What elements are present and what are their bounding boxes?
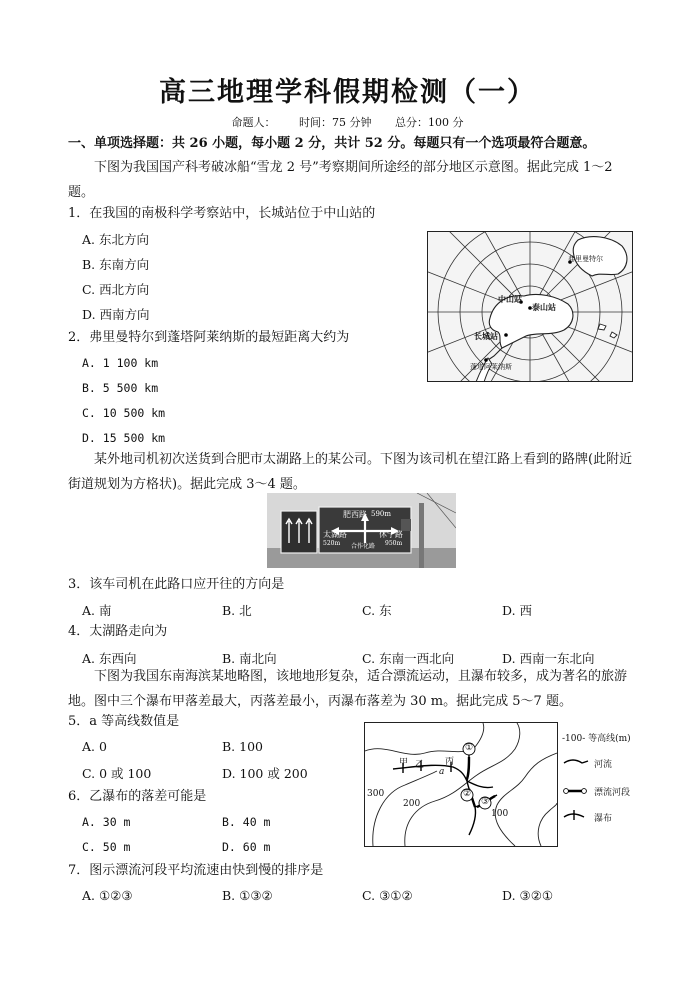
q6-stem: 6．乙瀑布的落差可能是	[68, 789, 207, 804]
q3-option-b: B. 北	[222, 603, 252, 618]
q4-option-d: D. 西南一东北向	[502, 651, 595, 666]
label-punta-arenas: 蓬塔阿莱纳斯	[470, 363, 512, 371]
contour-200: 200	[403, 799, 421, 809]
q3-option-d: D. 西	[502, 603, 533, 618]
q1-option-d: D. 西南方向	[82, 307, 150, 322]
legend-rafting: 漂流河段	[594, 788, 631, 798]
q5-option-a: A. 0	[82, 739, 107, 754]
q5-option-b: B. 100	[222, 739, 263, 754]
q6-option-a: A. 30 m	[82, 815, 131, 829]
label-jia: 甲	[399, 758, 409, 768]
q1-option-b: B. 东南方向	[82, 257, 150, 272]
q7-stem: 7．图示漂流河段平均流速由快到慢的排序是	[68, 863, 324, 878]
intro-3: 下图为我国东南海滨某地略图，该地地形复杂，适合漂流运动，且瀑布较多，成为著名的旅游地。图中三个瀑布甲落差最大，丙落差最小，丙瀑布落差为 30 m。据此完成 5～7 题。	[68, 669, 628, 709]
label-zhongshan: 中山站	[498, 294, 522, 304]
sign-right-dist: 950m	[385, 540, 403, 547]
q1-option-c: C. 西北方向	[82, 282, 150, 297]
antarctica-map	[427, 231, 633, 382]
q5-option-d: D. 100 或 200	[222, 766, 308, 781]
contour-100: 100	[491, 809, 509, 819]
sign-top-dist: 590m	[371, 510, 391, 518]
sign-right-road: 休宁路	[379, 530, 403, 539]
road-sign-photo	[267, 493, 456, 568]
q6-option-d: D. 60 m	[222, 840, 271, 854]
sign-top-road: 肥西路	[343, 510, 367, 519]
exam-meta	[0, 114, 695, 130]
sign-left-dist: 520m	[323, 540, 341, 547]
q7-option-d: D. ③②①	[502, 888, 554, 903]
q2-option-a: A. 1 100 km	[82, 356, 159, 370]
label-1: ①	[465, 743, 474, 753]
q6-option-b: B. 40 m	[222, 815, 271, 829]
time-label: 时间：75 分钟	[299, 116, 372, 129]
legend-waterfall: 瀑布	[594, 814, 613, 824]
q7-option-a: A. ①②③	[82, 888, 133, 903]
q4-option-c: C. 东南一西北向	[362, 651, 455, 666]
q5-stem: 5．a 等高线数值是	[68, 714, 180, 729]
label-yi: 乙	[415, 760, 425, 770]
q1-option-a: A. 东北方向	[82, 232, 149, 247]
label-fremantle: 弗里曼特尔	[568, 255, 603, 263]
q2-option-c: C. 10 500 km	[82, 406, 166, 420]
score-label: 总分：100 分	[395, 116, 464, 129]
q5-option-c: C. 0 或 100	[82, 766, 152, 781]
contour-map-legend	[562, 731, 682, 831]
label-bing: 丙	[445, 757, 455, 767]
q7-option-c: C. ③①②	[362, 888, 413, 903]
q3-stem: 3．该车司机在此路口应开往的方向是	[68, 577, 285, 592]
q3-option-c: C. 东	[362, 603, 392, 618]
contour-300: 300	[367, 789, 385, 799]
intro-1: 下图为我国国产科考破冰船“雪龙 2 号”考察期间所途经的部分地区示意图。据此完成 1～2 题。	[68, 160, 613, 200]
q7-option-b: B. ①③②	[222, 888, 273, 903]
q2-stem: 2．弗里曼特尔到蓬塔阿莱纳斯的最短距离大约为	[68, 330, 350, 345]
label-2: ②	[463, 789, 472, 799]
q6-option-c: C. 50 m	[82, 840, 131, 854]
contour-map-graphic	[365, 723, 557, 846]
legend-contour: -100- 等高线(m)	[562, 734, 631, 744]
legend-symbols	[562, 749, 592, 829]
q3-option-a: A. 南	[82, 603, 112, 618]
q4-option-a: A. 东西向	[82, 651, 137, 666]
q1-stem: 1．在我国的南极科学考察站中，长城站位于中山站的	[68, 206, 376, 221]
label-changcheng: 长城站	[474, 331, 498, 341]
q2-option-d: D. 15 500 km	[82, 431, 166, 445]
label-taishan: 泰山站	[532, 302, 556, 312]
page-title: 高三地理学科假期检测（一）	[159, 77, 536, 108]
sign-left-road: 太湖路	[323, 530, 347, 539]
q4-option-b: B. 南北向	[222, 651, 277, 666]
sign-mid-label: 合作化路	[351, 543, 376, 550]
legend-river: 河流	[594, 760, 613, 770]
author-label: 命题人：	[231, 116, 276, 129]
q2-option-b: B. 5 500 km	[82, 381, 159, 395]
road-sign-graphic	[267, 493, 456, 568]
label-a: a	[439, 767, 445, 777]
q4-stem: 4．太湖路走向为	[68, 624, 168, 639]
intro-2: 某外地司机初次送货到合肥市太湖路上的某公司。下图为该司机在望江路上看到的路牌(此附近街道规划为方格状)。据此完成 3～4 题。	[68, 452, 633, 492]
label-3: ③	[481, 797, 490, 807]
contour-map	[364, 722, 558, 847]
section-header: 一、单项选择题：共 26 小题，每小题 2 分，共计 52 分。每题只有一个选项最符合题意。	[68, 136, 596, 151]
